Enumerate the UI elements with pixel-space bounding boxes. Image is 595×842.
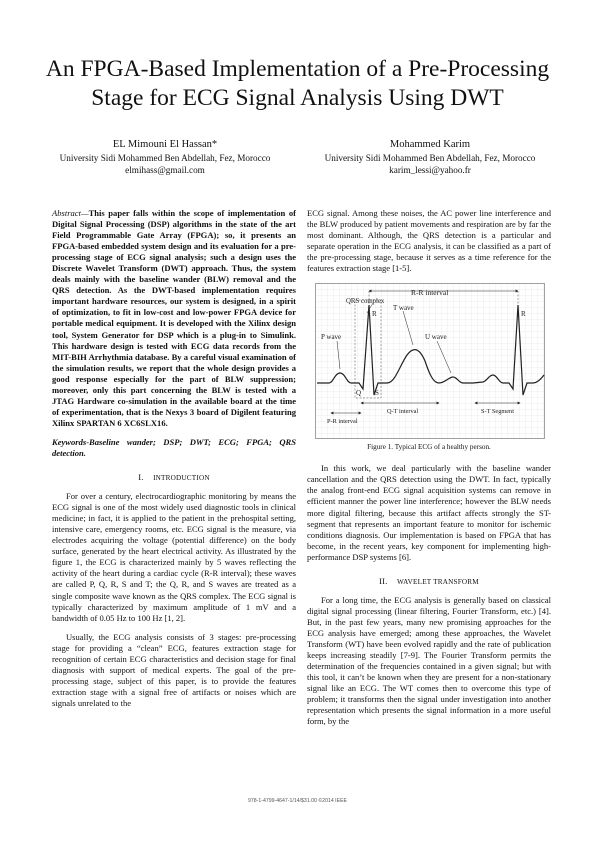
left-column — [52, 208, 296, 709]
section-title: INTRODUCTION — [153, 474, 210, 483]
author-affiliation: University Sidi Mohammed Ben Abdellah, Fez, Morocco — [324, 152, 536, 163]
figure-frame — [316, 284, 545, 439]
label-rr: R-R interval — [411, 288, 449, 298]
author-block-2 — [305, 139, 555, 177]
section-heading-introduction — [52, 472, 296, 484]
label-st: S-T Segment — [481, 408, 514, 416]
label-pwave: P wave — [321, 333, 342, 342]
intro-paragraph-1: For over a century, electrocardiographic monitoring by means the ECG signal is one of the most widely used diagnostic tools in clinical medicine; in fact, it is applied to the patient in the prehospital setting, intensive care, emergency rooms, etc. ECG signal is the measure, via electrodes acquiring the voltage (potential difference) on the body surface, generated by the heart electrical activity. As illustrated by the figure 1, the ECG is characterized mainly by 5 waves reflecting the activity of the heart during a cardiac cycle (R-R interval); these waves are called P, Q, R, S and T; the Q, R, and S waves are treated as a single composite wave known as the QRS complex. The ECG signal is typically characterized by maximum amplitude of 1 mV and a bandwidth of 0.05 Hz to 100 Hz [1, 2]. — [52, 491, 296, 623]
title-line-2: Stage for ECG Signal Analysis Using DWT — [91, 85, 504, 111]
label-qt: Q-T interval — [387, 408, 419, 416]
intro-paragraph-2: Usually, the ECG analysis consists of 3 stages: pre-processing stage for providing a “clean” ECG, features extraction stage for recognition of certain ECG characteristics and decision stage for final diagnosis with support of medical experts. The goal of the pre-processing stage, subject of this paper, is to provide the features extraction stage with a signal free of artifacts or noises which are signals unrelated to the — [52, 631, 296, 708]
author-email[interactable]: elmihass@gmail.com — [125, 165, 205, 176]
abstract-lead: Abstract— — [52, 208, 89, 218]
section-title: WAVELET TRANSFORM — [397, 577, 479, 586]
ecg-diagram — [315, 283, 545, 439]
ecg-figure — [315, 283, 545, 439]
label-pr: P-R interval — [327, 418, 358, 426]
author-email[interactable]: karim_lessi@yahoo.fr — [389, 165, 471, 176]
figure-caption: Figure 1. Typical ECG of a healthy person. — [367, 443, 491, 452]
section-number: II. — [379, 575, 388, 586]
author-name: Mohammed Karim — [389, 139, 471, 150]
section-heading-wavelet — [307, 576, 551, 588]
label-r1: R — [372, 310, 377, 319]
paper-title — [20, 55, 575, 113]
right-paragraph-1: ECG signal. Among these noises, the AC power line interference and the BLW produced by patient movements and respiration are by far the most dominant. Although, the QRS detection is a particular and separate operation in the ECG analysis, it can be classified as a part of the pre-processing stage, because it serves as a time reference for the features extraction stage [1-5]. — [307, 208, 551, 274]
copyright-footer: 978-1-4799-4647-1/14/$31.00 ©2014 IEEE — [247, 798, 347, 804]
author-block-1 — [40, 139, 290, 177]
label-s: S — [375, 389, 379, 398]
keywords: Keywords-Baseline wander; DSP; DWT; ECG; FPGA; QRS detection. — [52, 436, 296, 458]
abstract — [52, 208, 296, 429]
right-paragraph-3: For a long time, the ECG analysis is generally based on classical digital signal processing (linear filtering, Fourier Transform, etc.) [4]. But, in the past few years, many new promising approaches for the ECG analysis have emerged; among these approaches, the Wavelet Transform (WT) have been evolved rapidly and the rate of publication keeps increasing steadily [7-9]. The Fourier Transform permits the determination of the frequencies contained in a given signal; but with this tool, it can’t be known when they are present for a non-stationary signal like an ECG. The WT comes then to overcome this type of problem; it transforms then the signal under investigation into another representation which presents the signal information in a more useful form, by the — [307, 594, 551, 727]
label-q: Q — [356, 389, 362, 398]
right-paragraph-2: In this work, we deal particularly with the baseline wander cancellation and the QRS detection using the DWT. In fact, typically the analog front-end ECG signal acquisition systems can remove in efficient manner the power line interference; however the BLW needs more digital filtering, because this artifact affects strongly the ST-segment that represents an important feature to monitor for ischemic conditions diagnosis. Our implementation is based on FPGA that has become, in the recent years, key component for implementing high-performance DSP systems [6]. — [307, 463, 551, 562]
label-r2: R — [521, 310, 526, 319]
section-number: I. — [138, 472, 144, 483]
label-uwave: U wave — [425, 333, 447, 342]
right-column — [307, 208, 551, 727]
label-qrs: QRS complex — [346, 298, 385, 306]
label-twave: T wave — [393, 304, 414, 313]
author-name: EL Mimouni El Hassan* — [112, 139, 218, 150]
abstract-body: This paper falls within the scope of implementation of Digital Signal Processing (DSP) algorithms in the state of the art Field Programmable Gate Array (FPGA); so, it presents an FPGA-based embedded system design and its evaluation for a pre-processing stage of ECG signal analysis; such a design uses the Discrete Wavelet Transform (DWT) approach. Thus, the system deals mainly with the baseline wander (BLW) removal and the QRS detection. As the DWT-based implementation requires important hardware resources, our system is designed, in a spirit of optimization, to fit in low-cost and low-power FPGA device for portable medical equipment. It is developed with the Xilinx design tool, System Generator for DSP which is a plug-in to Simulink. This hardware design is tested with ECG data records from the MIT-BIH Arrhythmia database. By a careful visual examination of the simulation results, we report that the whole design provides a good response especially for the part of BLW suppression; moreover, only this part concerning the BLW is tested with a JTAG Hardware co-simulation in the available board at the time of experimentation, that is the Nexys 3 board of Digilent featuring Xilinx SPARTAN 6 XC6SLX16. — [52, 208, 296, 428]
author-affiliation: University Sidi Mohammed Ben Abdellah, Fez, Morocco — [59, 152, 271, 163]
title-line-1: An FPGA-Based Implementation of a Pre-Processing — [45, 56, 550, 82]
